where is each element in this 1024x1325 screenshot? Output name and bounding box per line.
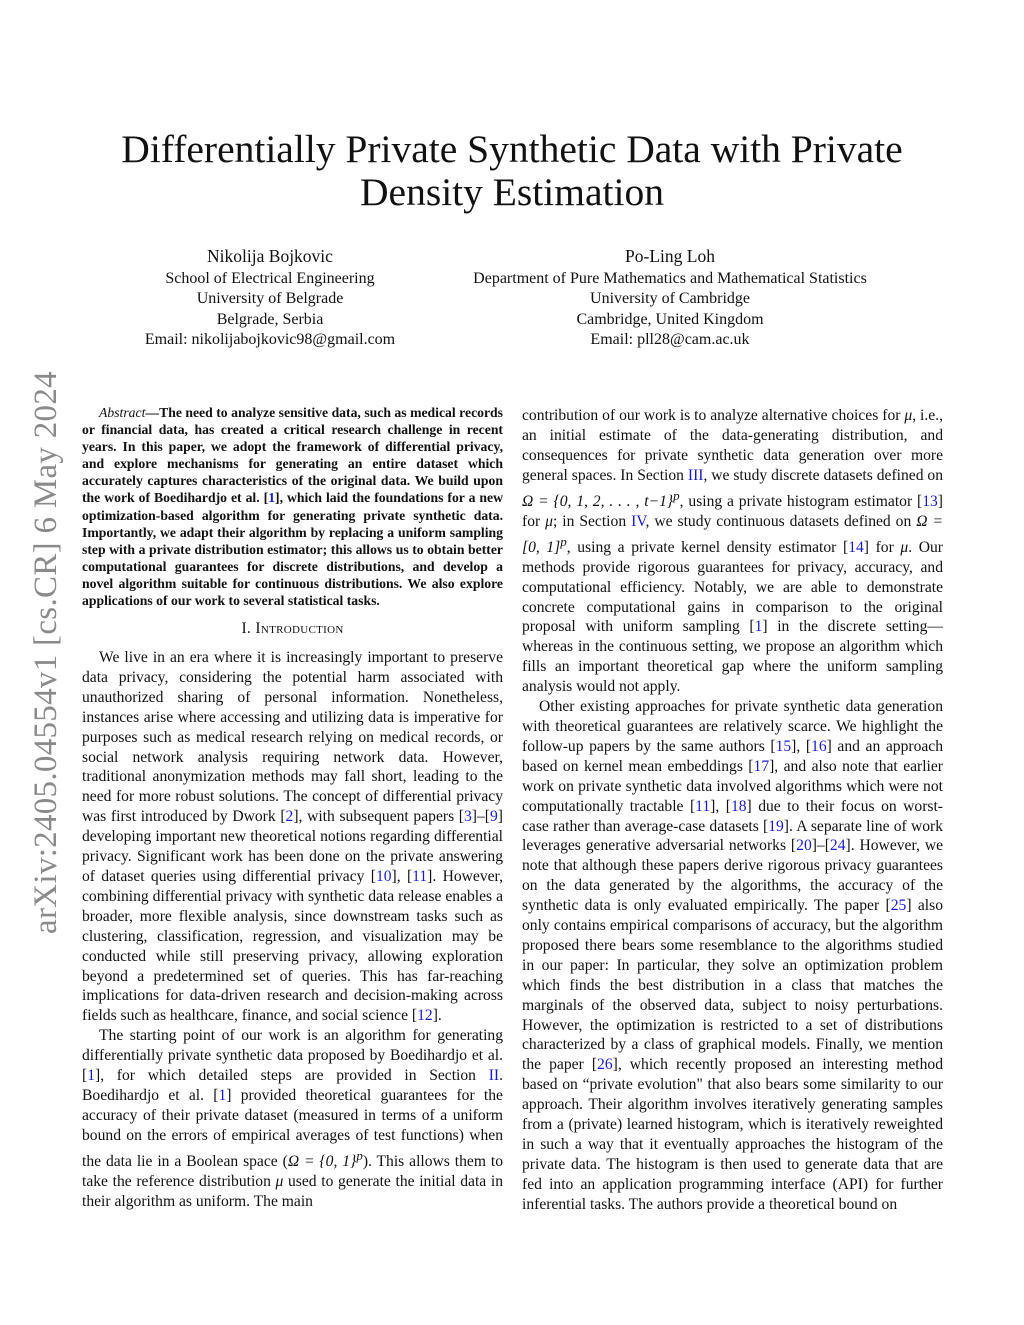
math-symbol: μ [545,512,553,530]
body-text: ] and an approach based on kernel mean embeddings [ [522,737,944,775]
abstract-label: Abstract [99,405,146,420]
citation-link[interactable]: 11 [695,797,711,815]
paragraph-intro-3 [522,406,943,697]
body-text: ], [ [710,797,731,815]
citation-link[interactable]: 1 [754,618,763,636]
abstract-text: The need to analyze sensitive data, such as medical records or financial data, has created a critical research challenge in recent years. In this paper, we adopt the framework of differential privacy, and explore mechanisms for generating an entire dataset which accurately captures characteristics of the original data. We build upon the work of Boedihardjo et al. [ [82,405,503,506]
body-text: Other existing approaches for private synthetic data generation with theoretical guarantees are relatively scarce. We highlight the follow-up papers by the same authors [ [522,698,943,755]
body-text: ]. However, combining differential privacy with synthetic data release enables a broader, more flexible analysis, since downstream tasks such as clustering, classification, regression, and visualization may be conducted while still preserving privacy, allowing exploration beyond a predetermined set of queries. This has far-reaching implications for data-driven research and decision-making across fields such as healthcare, finance, and social science [ [82,868,504,1025]
author-name: Po-Ling Loh [625,246,715,266]
citation-link[interactable]: 14 [848,538,864,556]
body-text: . Boedihardjo et al. [ [82,1067,503,1104]
body-text: ] also only contains empirical comparisons of accuracy, but the algorithm proposed there bears some resemblance to the algorithms studied in our paper: In particular, they solve an optimization problem which finds the best distribution in a class that matches the marginals of the observed data, subject to noisy perturbations. However, the optimization is restricted to a set of distributions characterized by a class of graphical models. Finally, we mention the paper [ [522,897,943,1074]
citation-link[interactable]: 17 [753,757,770,775]
citation-link[interactable]: 20 [796,837,812,855]
body-text: ]. A separate line of work leverages generative adversarial networks [ [522,817,943,855]
author-location: Cambridge, United Kingdom [576,310,764,328]
body-text: ] due to their focus on worst-case rather than average-case datasets [ [522,797,943,835]
citation-link[interactable]: 15 [775,737,792,755]
arxiv-identifier: arXiv:2405.04554v1 [cs.CR] 6 May 2024 [27,371,64,934]
arxiv-side-stamp [26,345,66,960]
citation-link[interactable]: 26 [597,1056,613,1074]
abstract-text: ], which laid the foundations for a new optimization-based algorithm for generating private synthetic data. Importantly, we adapt their algorithm by replacing a uniform sampling step with a private distribution estimator; this allows us to obtain better computational guarantees for discrete distributions, and develop a novel algorithm suitable for continuous distributions. We also explore applications of our work to several statistical tasks. [82,490,503,609]
section-heading-introduction [82,619,503,639]
citation-link[interactable]: 18 [730,797,747,815]
body-text: ], [ [391,868,413,885]
citation-link[interactable]: 2 [285,808,294,826]
paragraph-intro-2 [82,1026,503,1211]
section-link[interactable]: III [687,466,704,484]
citation-link[interactable]: 1 [268,490,276,506]
math-symbol: μ [904,407,913,424]
citation-link[interactable]: 3 [464,808,472,826]
body-text: ). This allows them to take the reference distribution [82,1152,503,1190]
body-text: ], which recently proposed an interesting method based on “private evolution" that also bears some similarity to our approach. Their algorithm involves iteratively generating samples from a (private) learned histogram, which is iteratively reweighted in such a way that it eventually approaches the histogram of the private data. The histogram is then used to generate data that are fed into an application programming interface (API) for further inferential tasks. The authors provide a theoretical bound on [522,1056,943,1213]
math-symbol: μ [900,538,909,556]
body-text: ], for which detailed steps are provided in Section [95,1067,489,1085]
right-column [522,406,943,1215]
body-text: contribution of our work is to analyze alternative choices for [522,407,905,424]
section-title: Introduction [255,620,344,638]
section-link[interactable]: II [488,1067,500,1085]
abstract [82,404,503,609]
body-text: , we study discrete datasets defined on [703,466,943,484]
author-email: Email: pll28@cam.ac.uk [590,331,750,349]
body-text: ]–[ [471,808,490,826]
citation-link[interactable]: 24 [829,837,846,855]
author-institution: University of Cambridge [590,290,750,308]
author-affiliation: School of Electrical Engineering [165,269,375,287]
author-affiliation: Department of Pure Mathematics and Mathematical Statistics [473,269,867,287]
citation-link[interactable]: 16 [811,737,827,755]
author-block-1 [120,246,420,351]
body-text: ] in the discrete setting—whereas in the continuous setting, we propose an algorithm which fills an important theoretical gap where the uniform sampling analysis would not apply. [522,618,943,696]
citation-link[interactable]: 11 [412,868,428,885]
citation-link[interactable]: 1 [218,1086,227,1104]
body-text: , we study continuous datasets defined on [645,512,917,530]
author-institution: University of Belgrade [196,290,344,308]
paragraph-intro-4 [522,697,943,1215]
author-location: Belgrade, Serbia [216,310,324,328]
body-text: , using a private histogram estimator [ [679,492,923,510]
author-name: Nikolija Bojkovic [207,246,333,266]
body-text: , i.e., an initial estimate of the data-generating distribution, and consequences for private synthetic data generation over more general spaces. In Section [522,407,943,484]
citation-link[interactable]: 9 [489,808,498,826]
body-text: ], with subsequent papers [ [293,808,464,826]
math-expression: Ω = [0, 1] [522,512,944,556]
citation-link[interactable]: 25 [890,897,907,915]
math-superscript: p [560,533,567,549]
paragraph-intro-1 [82,648,503,1026]
body-text: , using a private kernel density estimator [ [566,538,849,556]
citation-link[interactable]: 19 [768,817,784,835]
body-text: ]–[ [811,837,830,855]
body-text: ]. However, we note that although these papers derive rigorous privacy guarantees on the data generated by the algorithms, the accuracy of the synthetic data is only evaluated empirically. The paper [ [522,837,943,915]
citation-link[interactable]: 12 [417,1007,433,1025]
math-expression: Ω = {0, 1, 2, . . . , t−1} [522,492,674,510]
section-number: I. [241,620,256,638]
citation-link[interactable]: 13 [922,492,938,510]
body-text: We live in an era where it is increasingly important to preserve data privacy, considering the potential harm associated with unauthorized sharing of personal information. Nonetheless, instances arise where accessing and utilizing data is imperative for purposes such as medical research relying on medical records, or social network analysis requiring network data. However, traditional anonymization methods may fall short, leading to the need for more robust solutions. The concept of differential privacy was first introduced by Dwork [ [82,649,503,826]
body-text: ] for [522,492,943,530]
math-symbol: μ [275,1172,284,1190]
body-text: ] provided theoretical guarantees for the accuracy of their private dataset (measured in terms of a uniform bound on the errors of empirical averages of test functions) when the data lie in a Boolean space ( [82,1086,503,1170]
author-email: Email: nikolijabojkovic98@gmail.com [144,331,396,349]
citation-link[interactable]: 1 [87,1067,95,1085]
body-text: ] developing important new theoretical notions regarding differential privacy. Significant work has been done on the private answering of dataset queries using differential privacy [ [82,808,503,885]
paper-title: Differentially Private Synthetic Data with Private Density Estimation [121,127,903,214]
body-text: . Our methods provide rigorous guarantees for privacy, accuracy, and computational efficiency. Notably, we are able to demonstrate concrete computational gains in comparison to the original proposal with uniform sampling [ [522,538,943,636]
body-text: The starting point of our work is an algorithm for generating differentially private synthetic data proposed by Boedihardjo et al. [ [82,1027,503,1085]
abstract-dash: — [145,405,160,420]
body-text: ] for [863,538,901,556]
body-text: ], [ [791,737,812,755]
left-column [82,404,503,1212]
math-superscript: p [356,1147,363,1163]
math-expression: Ω = {0, 1} [287,1152,357,1170]
section-link[interactable]: IV [631,512,646,530]
math-superscript: p [673,487,680,503]
author-block-2 [440,246,900,351]
body-text: used to generate the initial data in their algorithm as uniform. The main [82,1172,503,1210]
body-text: ], and also note that earlier work on private synthetic data involved algorithms which were not computationally tractable [ [522,757,944,815]
citation-link[interactable]: 10 [375,868,392,885]
body-text: ; in Section [552,512,632,530]
body-text: ]. [432,1007,442,1025]
